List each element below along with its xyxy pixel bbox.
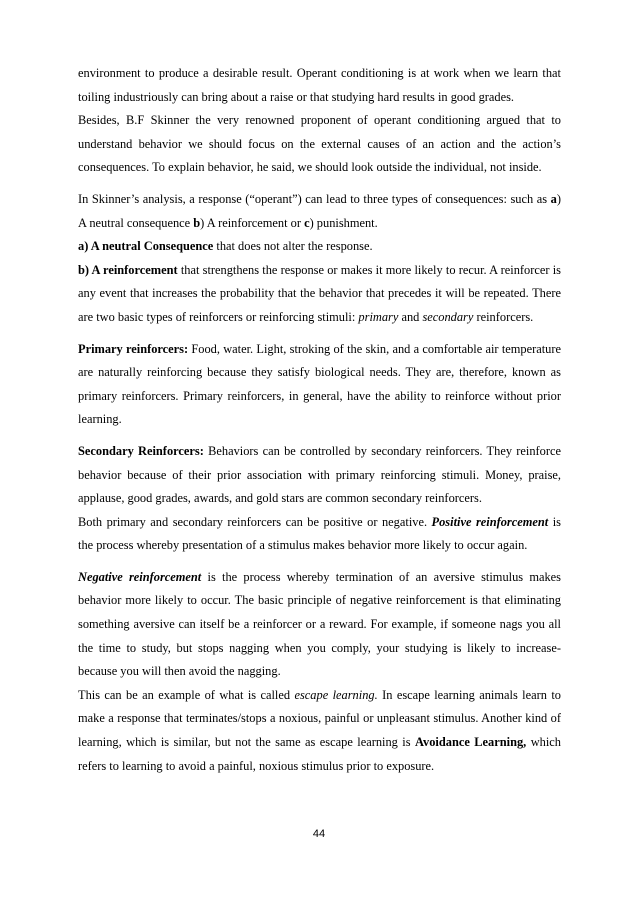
paragraph-reinforcement: b) A reinforcement that strengthens the response or makes it more likely to recur. A reinforcer is any event that increases the probability that the behavior that precedes it will be repeated. There are two basic types of reinforcers or reinforcing stimuli: primary and secondary reinforcers. <box>78 262 561 324</box>
paragraph-negative-reinforcement: Negative reinforcement is the process whereby termination of an aversive stimulus makes behavior more likely to occur. The basic principle of negative reinforcement is that eliminating something aversive can itself be a reinforcer or a reward. For example, if someone nags you all the time to study, but stops nagging when you comply, your studying is likely to increase- because you will then avoid the nagging. <box>78 569 561 679</box>
term-primary-reinforcers: Primary reinforcers: <box>78 341 189 356</box>
paragraph-operant-intro: environment to produce a desirable result. Operant conditioning is at work when we learn that toiling industriously can bring about a raise or that studying hard results in good grades. <box>78 66 561 104</box>
page-body <box>78 62 561 778</box>
term-positive-reinforcement: Positive reinforcement <box>431 514 549 529</box>
term-reinforcement: b) A reinforcement <box>78 262 178 277</box>
paragraph-consequences: In Skinner’s analysis, a response (“operant”) can lead to three types of consequences: such as a) A neutral consequence b) A reinforcement or c) punishment. <box>78 191 561 230</box>
paragraph-escape-learning: This can be an example of what is called escape learning. In escape learning animals learn to make a response that terminates/stops a noxious, painful or unpleasant stimulus. Another kind of learning, which is similar, but not the same as escape learning is Avoidance Learning, which refers to learning to avoid a painful, noxious stimulus prior to exposure. <box>78 687 561 773</box>
paragraph-primary-reinforcers: Primary reinforcers: Food, water. Light, stroking of the skin, and a comfortable air temperature are naturally reinforcing because they satisfy biological needs. They are, therefore, known as primary reinforcers. Primary reinforcers, in general, have the ability to reinforce without prior learning. <box>78 341 561 427</box>
paragraph-secondary-reinforcers: Secondary Reinforcers: Behaviors can be controlled by secondary reinforcers. They reinforce behavior because of their prior association with primary reinforcing stimuli. Money, praise, applause, good grades, awards, and gold stars are common secondary reinforcers. <box>78 443 561 506</box>
paragraph-skinner: Besides, B.F Skinner the very renowned proponent of operant conditioning argued that to understand behavior we should focus on the external causes of an action and the action’s consequences. To explain behavior, he said, we should look outside the individual, not inside. <box>78 113 561 175</box>
term-avoidance-learning: Avoidance Learning, <box>415 735 527 750</box>
term-negative-reinforcement: Negative reinforcement <box>78 569 202 584</box>
paragraph-neutral-consequence: a) A neutral Consequence that does not alter the response. <box>78 239 373 254</box>
term-neutral-consequence: a) A neutral Consequence <box>78 239 214 254</box>
term-escape-learning: escape learning. <box>294 687 378 702</box>
term-secondary-reinforcers: Secondary Reinforcers: <box>78 443 204 458</box>
paragraph-positive-reinforcement: Both primary and secondary reinforcers can be positive or negative. Positive reinforcement is the process whereby presentation of a stimulus makes behavior more likely to occur again. <box>78 514 561 553</box>
page-number: 44 <box>312 828 326 840</box>
